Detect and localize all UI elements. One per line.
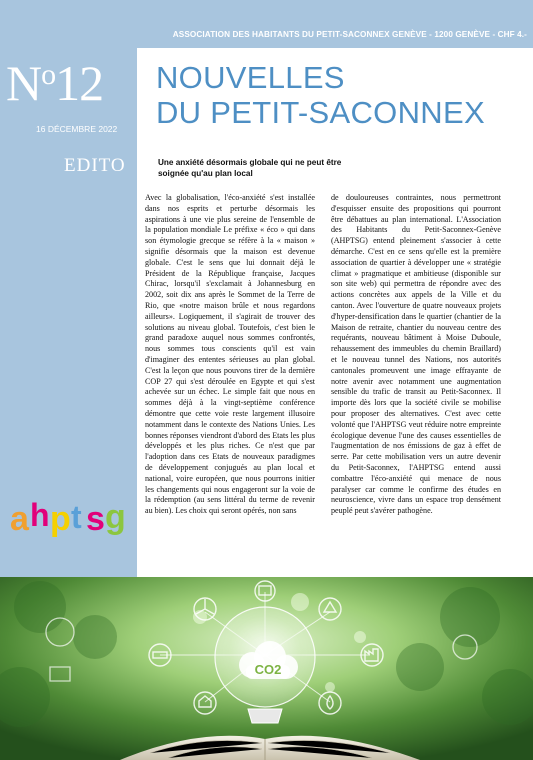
issue-number: $N^o12$ bbox=[6, 55, 104, 111]
newsletter-title bbox=[156, 60, 485, 130]
title-line-2: DU PETIT-SACONNEX bbox=[156, 95, 485, 130]
svg-text:CO2: CO2 bbox=[254, 662, 282, 677]
logo-letter-p: p bbox=[50, 500, 71, 538]
logo-letter-t: t bbox=[71, 499, 82, 535]
title-line-1: NOUVELLES bbox=[156, 60, 345, 95]
section-label: EDITO bbox=[64, 155, 126, 176]
article-column-1: Avec la globalisation, l'éco-anxiété s'est installée dans nos esprits et perturbe désormais les aspirations à une vie plus sereine de l'ensemble de la population mondiale Le préfixe « éco » qui dans son étymologie grecque se réfère à la « maison » signifie désormais que la maison est devenue globale. C'est le sens que lui donnait déjà le Président de la République française, Jacques Chirac, lorsqu'il s'exclamait à Johannesburg en 2002, soit dix ans après le Sommet de la Terre de Rio, que «notre maison brûle et nous regardons ailleurs». Logiquement, il s'agirait de trouver des solutions au niveau global. Toutefois, c'est bien le grand paradoxe auquel nous sommes confrontés, nous sommes tous conscients qu'il est vain d'imaginer des ententes sérieuses au plan global. C'est la leçon que nous pouvons tirer de la dernière COP 27 qui s'est déroulée en Egypte et qui s'est achevée sur un échec. Le simple fait que nous en sommes déjà à la vingt-septième conférence démontre que cette voie reste largement illusoire notamment dans le contexte des Nations Unies. Les bonnes réponses viendront d'abord des Etats les plus développés et les plus riches. Ce n'est que par l'adoption dans ces Etats de nouveaux paradigmes de développement conjugués au plan local et national, voire européen, que nous pourrons initier les changements qui nous engageront sur la voie de la rédemption (au sens littéral du terme de revenir au bien). Les choix qui seront opérés, non sans bbox=[145, 193, 315, 516]
top-header-band bbox=[137, 0, 533, 48]
eco-illustration-photo bbox=[0, 577, 533, 760]
association-header: ASSOCIATION DES HABITANTS DU PETIT-SACONNEX GENÈVE - 1200 GENÈVE - CHF 4.- bbox=[172, 30, 527, 39]
logo-letter-s: s bbox=[86, 500, 105, 538]
logo-letter-h: h bbox=[30, 497, 50, 533]
article-subtitle: Une anxiété désormais globale qui ne peut être soignée qu'au plan local bbox=[158, 158, 342, 178]
article-column-2: de douloureuses contraintes, nous permettront d'esquisser ensuite des propositions qui pourront être débattues au plan international. L'Association des Habitants du Petit-Saconnex-Genève (AHPTSG) entend pleinement s'associer à cette démarche. C'est en ce sens qu'elle est la première association de quartier à développer une « stratégie climat » pragmatique et ambitieuse (disponible sur son site web) qui permettra de répondre avec des actions concrètes aux appels de la Ville et du canton. Avec l'ouverture de quatre nouveaux projets d'hyper-densification dans le quartier (chantier de la Maison de retraite, chantier du nouveau centre des requérants, nouveau bâtiment à Moise Duboule, rehaussement des immeubles du chemin Braillard) et le nouveau tunnel des Nations, nos autorités cantonales promeuvent une image effrayante de notre avenir avec notamment une augmentation sensible du trafic de transit au Petit-Saconnex. Il importe dès lors que la société civile se mobilise pour proposer des alternatives. C'est avec cette volonté que l'AHPTSG veut réduire notre empreinte écologique devenue l'une des causes essentielles de l'augmentation de nos émissions de gaz à effet de serre. Par cette mobilisation vers un autre devenir du Petit-Saconnex, l'AHPTSG entend aussi combattre l'éco-anxiété qui menace de nous paralyser car comme le confirme des études en neuroscience, vivre dans un espace trop densément peuplé peut s'avérer pathogène. bbox=[331, 193, 501, 516]
logo-letter-a: a bbox=[10, 500, 29, 538]
logo-letter-g: g bbox=[105, 498, 126, 536]
ahptsg-logo bbox=[8, 490, 130, 554]
issue-date: 16 DÉCEMBRE 2022 bbox=[36, 124, 118, 134]
